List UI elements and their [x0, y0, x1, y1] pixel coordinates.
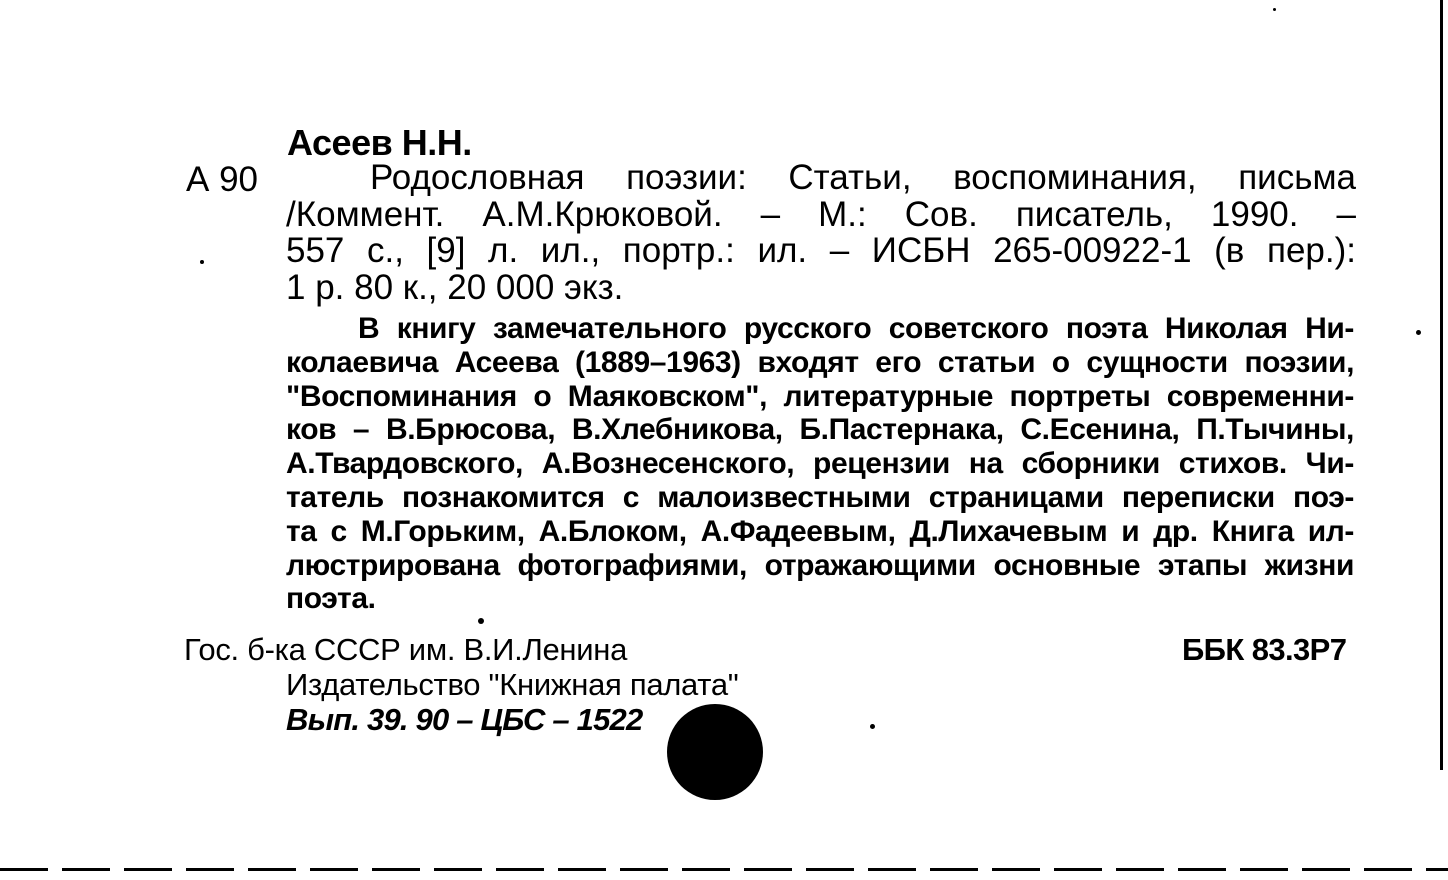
annotation-line: татель познакомится с малоизвестными страницами переписки поэ-: [286, 480, 1354, 514]
annotation-line: А.Твардовского, А.Вознесенского, рецензии на сборники стихов. Чи-: [286, 447, 1354, 481]
annotation-line: колаевича Асеева (1889–1963) входят его статьи о сущности поэзии,: [286, 345, 1354, 379]
author-heading: Асеев Н.Н.: [287, 122, 472, 163]
bibliographic-line: Родословная поэзии: Статьи, воспоминания, письма: [370, 158, 1356, 197]
scan-speck: [1416, 330, 1421, 335]
annotation-line: В книгу замечательного русского советского поэта Николая Ни-: [358, 312, 1354, 345]
annotation: [286, 312, 1354, 616]
library-stamp: Гос. б-ка СССР им. В.И.Ленина: [184, 632, 628, 667]
annotation-line: ков – В.Брюсова, В.Хлебникова, Б.Пастернака, С.Есенина, П.Тычины,: [286, 413, 1354, 447]
card-right-edge: [1440, 0, 1443, 770]
annotation-line: "Воспоминания о Маяковском", литературные портреты современни-: [286, 379, 1354, 413]
card-bottom-edge: [0, 868, 1448, 871]
bibliographic-line: /Коммент. А.М.Крюковой. – М.: Сов. писатель, 1990. –: [286, 194, 1356, 234]
bibliographic-line: 1 р. 80 к., 20 000 экз.: [286, 267, 624, 307]
bbk-index: ББК 83.3Р7: [1182, 632, 1347, 667]
bibliographic-line: 557 с., [9] л. ил., портр.: ил. – ИСБН 265-00922-1 (в пер.):: [286, 231, 1356, 270]
scan-speck: [478, 618, 484, 624]
punch-hole: [667, 704, 763, 800]
call-number: А 90: [186, 160, 258, 199]
annotation-line: та с М.Горьким, А.Блоком, А.Фадеевым, Д.Лихачевым и др. Книга ил-: [286, 514, 1354, 548]
scan-speck: [870, 724, 875, 729]
bibliographic-description: [286, 160, 1356, 306]
scan-speck: [200, 260, 204, 264]
scan-speck: [1273, 8, 1276, 11]
print-code: Вып. 39. 90 – ЦБС – 1522: [286, 702, 643, 737]
annotation-line: люстрирована фотографиями, отражающими основные этапы жизни: [286, 548, 1354, 582]
publisher-line: Издательство "Книжная палата": [286, 667, 739, 702]
annotation-line: поэта.: [286, 582, 376, 616]
